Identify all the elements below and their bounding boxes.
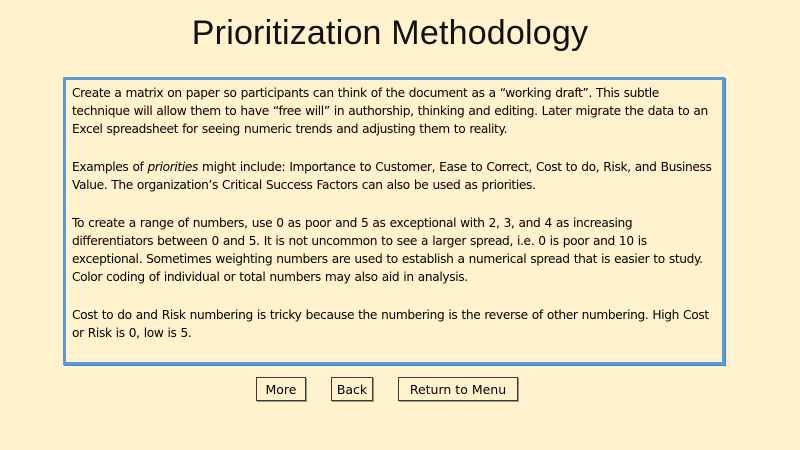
paragraph-priorities-examples (72, 158, 716, 194)
priorities-suffix: might include: Importance to Customer, Ease to Correct, Cost to do, Risk, and Business Value. The organization’s Critical Success Factors can also be used as priorities. (72, 160, 712, 192)
content-box (63, 77, 725, 365)
more-button[interactable]: More (256, 377, 306, 401)
paragraph-cost-risk: Cost to do and Risk numbering is tricky because the numbering is the reverse of other numbering. High Cost or Risk is 0, low is 5. (72, 308, 709, 340)
page-title: Prioritization Methodology (191, 14, 589, 52)
priorities-emphasis: priorities (147, 160, 199, 174)
paragraph-number-range: To create a range of numbers, use 0 as poor and 5 as exceptional with 2, 3, and 4 as increasing differentiators between 0 and 5. It is not uncommon to see a larger spread, i.e. 0 is poor and 10 is exceptional. Sometimes weighting numbers are used to establish a numerical spread that is easier to study. Color coding of individual or total numbers may also aid in analysis. (72, 216, 703, 284)
back-button[interactable]: Back (331, 377, 373, 401)
return-to-menu-button[interactable]: Return to Menu (398, 377, 518, 401)
paragraph-working-draft: Create a matrix on paper so participants can think of the document as a “working draft”. This subtle technique will allow them to have “free will” in authorship, thinking and editing. Later migrate the data to an Excel spreadsheet for seeing numeric trends and adjusting them to reality. (72, 86, 708, 136)
priorities-prefix: Examples of (72, 160, 148, 174)
